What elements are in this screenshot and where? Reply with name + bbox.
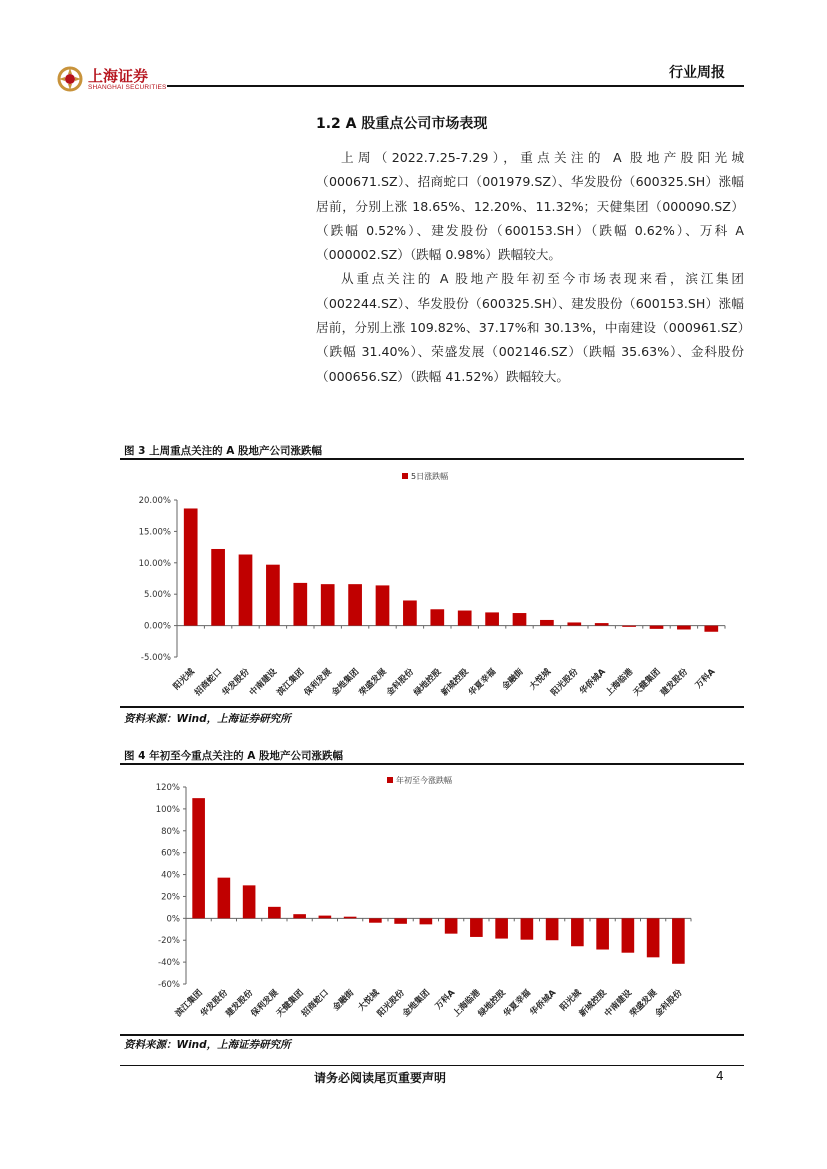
bar xyxy=(495,918,508,938)
bar xyxy=(348,584,362,625)
bar xyxy=(571,918,584,946)
y-tick-label: -5.00% xyxy=(140,653,171,663)
x-tick-label: 大悦城 xyxy=(527,667,554,693)
y-tick-label: 15.00% xyxy=(138,527,171,538)
legend-label: 5日涨跌幅 xyxy=(411,472,449,481)
paragraph-ytd: 从重点关注的 A 股地产股年初至今市场表现来看，滨江集团（002244.SZ）、华发股份（600325.SH）、建发股份（600153.SH）涨幅居前，分别上涨 109.82%、37.17%和 30.13%，中南建设（000961.SZ）（跌幅 31.40%）、荣盛发展（002146.SZ）（跌幅 35.63%）、金科股份（000656.SZ）（跌幅 41.52%）跌幅较大。 xyxy=(316,271,744,384)
legend-label: 年初至今涨跌幅 xyxy=(396,776,452,785)
x-tick-label: 阳光城 xyxy=(558,988,584,1014)
x-tick-label: 滨江集团 xyxy=(275,667,307,699)
bar xyxy=(445,918,458,933)
bar xyxy=(513,613,527,626)
y-tick-label: 10.00% xyxy=(138,558,171,569)
bar xyxy=(293,914,306,918)
bar xyxy=(239,555,253,626)
bar xyxy=(677,626,691,630)
y-tick-label: 80% xyxy=(161,826,180,837)
x-tick-label: 建发股份 xyxy=(658,667,691,699)
header-rule xyxy=(167,85,744,87)
bar xyxy=(376,585,390,625)
y-tick-label: 120% xyxy=(155,783,180,793)
x-tick-label: 金融街 xyxy=(331,988,357,1014)
logo-name-en: SHANGHAI SECURITIES xyxy=(88,84,167,91)
x-tick-label: 绿地控股 xyxy=(412,667,444,699)
bar xyxy=(266,565,280,626)
bar xyxy=(243,885,256,918)
bar xyxy=(596,918,609,949)
x-tick-label: 阳光城 xyxy=(171,667,197,693)
bar xyxy=(595,623,609,626)
x-tick-label: 荣盛发展 xyxy=(628,988,660,1020)
x-tick-label: 万科A xyxy=(693,667,718,691)
footer-disclaimer: 请务必阅读尾页重要声明 xyxy=(314,1071,447,1085)
x-tick-label: 新城控股 xyxy=(577,988,609,1020)
y-tick-label: 20% xyxy=(161,892,180,903)
x-tick-label: 金科股份 xyxy=(653,988,685,1020)
bar xyxy=(420,918,433,924)
chart-weekly-change xyxy=(120,460,744,705)
bar xyxy=(430,609,444,625)
y-tick-label: 100% xyxy=(155,804,180,815)
bar xyxy=(394,918,407,923)
x-tick-label: 保利发展 xyxy=(249,988,281,1020)
y-tick-label: -60% xyxy=(158,980,180,990)
x-tick-label: 中南建设 xyxy=(602,988,634,1020)
x-tick-label: 华发股份 xyxy=(198,988,230,1020)
section-title: 1.2 A 股重点公司市场表现 xyxy=(316,116,488,132)
bar xyxy=(184,508,198,625)
y-tick-label: 20.00% xyxy=(138,496,171,506)
bar xyxy=(622,626,636,627)
bar xyxy=(344,917,357,919)
bar xyxy=(546,918,559,940)
x-tick-label: 天健集团 xyxy=(274,988,306,1020)
x-tick-label: 招商蛇口 xyxy=(299,988,331,1020)
bar xyxy=(321,584,335,625)
figure-4-title: 图 4 年初至今重点关注的 A 股地产公司涨跌幅 xyxy=(124,750,344,762)
bar xyxy=(650,626,664,629)
x-tick-label: 华夏幸福 xyxy=(467,667,499,699)
x-tick-label: 保利发展 xyxy=(302,667,334,699)
report-type: 行业周报 xyxy=(669,65,725,81)
bar xyxy=(218,878,231,919)
logo-mark-icon xyxy=(57,66,83,92)
y-tick-label: 60% xyxy=(161,848,180,859)
x-tick-label: 中南建设 xyxy=(247,667,280,699)
bar xyxy=(268,907,281,918)
figure-4-source: 资料来源：Wind，上海证券研究所 xyxy=(124,1039,291,1051)
bar xyxy=(485,612,499,625)
x-tick-label: 华发股份 xyxy=(220,667,252,699)
y-tick-label: -20% xyxy=(158,936,180,947)
footer-rule xyxy=(120,1065,744,1066)
bar xyxy=(470,918,483,937)
logo-name-cn: 上海证券 xyxy=(88,67,149,85)
x-tick-label: 招商蛇口 xyxy=(193,667,225,699)
chart-ytd-change xyxy=(120,765,744,1033)
figure-3-source: 资料来源：Wind，上海证券研究所 xyxy=(124,713,291,725)
y-tick-label: 40% xyxy=(161,870,180,881)
bar xyxy=(567,622,581,625)
x-tick-label: 建发股份 xyxy=(224,988,256,1020)
company-logo xyxy=(57,63,177,97)
x-tick-label: 大悦城 xyxy=(356,988,382,1014)
bar xyxy=(540,620,554,626)
x-tick-label: 金科股份 xyxy=(384,667,417,699)
bar xyxy=(403,600,417,625)
x-tick-label: 新城控股 xyxy=(439,667,471,699)
page-number: 4 xyxy=(716,1069,724,1083)
bar xyxy=(293,583,307,626)
bar xyxy=(369,918,382,922)
bar xyxy=(647,918,660,957)
x-tick-label: 上海临港 xyxy=(604,667,636,699)
x-tick-label: 华侨城A xyxy=(578,667,608,697)
y-tick-label: 0.00% xyxy=(143,621,171,632)
x-tick-label: 荣盛发展 xyxy=(357,667,389,699)
figure-3-bottom-rule xyxy=(120,706,744,708)
x-tick-label: 万科A xyxy=(433,988,458,1012)
x-tick-label: 天健集团 xyxy=(631,667,663,699)
x-tick-label: 滨江集团 xyxy=(173,988,205,1020)
x-tick-label: 金融街 xyxy=(500,667,526,693)
y-tick-label: 0% xyxy=(166,914,180,925)
y-tick-label: -40% xyxy=(158,958,180,969)
section-body xyxy=(316,146,744,389)
bar xyxy=(704,626,718,632)
bar xyxy=(622,918,635,952)
paragraph-weekly: 上周（2022.7.25-7.29），重点关注的 A 股地产股阳光城（000671.SZ）、招商蛇口（001979.SZ）、华发股份（600325.SH）涨幅居前，分别上涨 18.65%、12.20%、11.32%；天健集团（000090.SZ）（跌幅 0.52%）、建发股份（600153.SH）（跌幅 0.62%）、万科 A（000002.SZ）（跌幅 0.98%）跌幅较大。 xyxy=(316,150,744,263)
bar xyxy=(192,798,205,918)
figure-3-title: 图 3 上周重点关注的 A 股地产公司涨跌幅 xyxy=(124,445,323,457)
bar xyxy=(521,918,534,939)
legend-swatch xyxy=(387,777,393,783)
x-tick-label: 阳光股份 xyxy=(549,667,581,699)
y-tick-label: 5.00% xyxy=(143,590,171,601)
x-tick-label: 华夏幸福 xyxy=(501,988,533,1020)
figure-4-bottom-rule xyxy=(120,1034,744,1036)
bar xyxy=(211,549,225,626)
x-tick-label: 阳光股份 xyxy=(375,988,407,1020)
bar xyxy=(319,916,332,919)
x-tick-label: 华侨城A xyxy=(528,988,559,1018)
x-tick-label: 绿地控股 xyxy=(476,988,508,1020)
x-tick-label: 上海临港 xyxy=(451,988,483,1020)
bar xyxy=(458,611,472,626)
legend-swatch xyxy=(402,473,408,479)
x-tick-label: 金地集团 xyxy=(400,988,432,1020)
x-tick-label: 金地集团 xyxy=(330,667,362,699)
bar xyxy=(672,918,685,963)
